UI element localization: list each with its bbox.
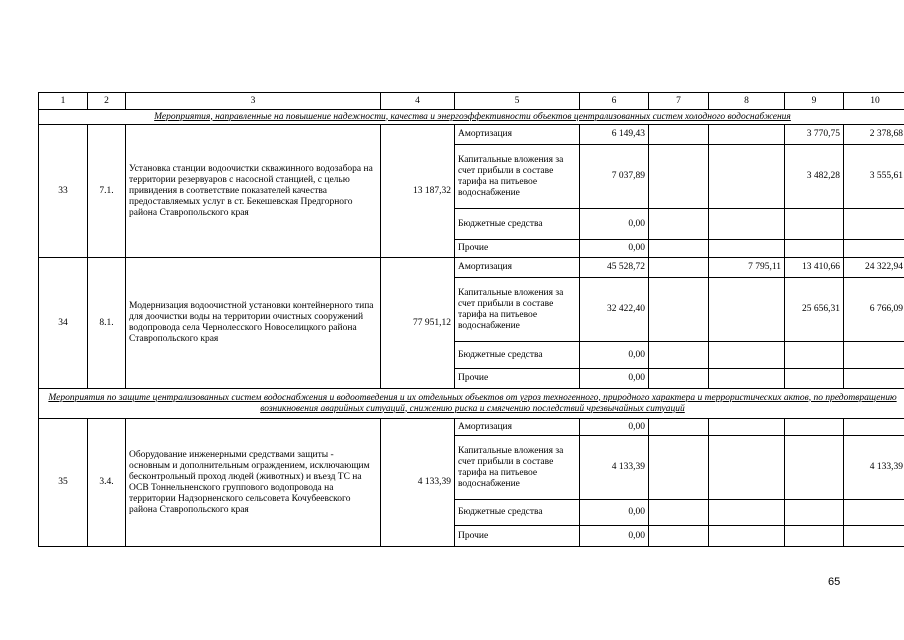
value-cell <box>844 342 904 369</box>
funding-source: Амортизация <box>455 419 580 436</box>
value-cell <box>709 342 785 369</box>
header-row <box>39 93 904 110</box>
funding-source: Бюджетные средства <box>455 209 580 240</box>
value-cell <box>785 419 844 436</box>
value-cell: 0,00 <box>580 526 649 547</box>
value-cell <box>649 145 709 209</box>
measure-name: Установка станции водоочистки скважинного водозабора на территории резервуаров с насосной станцией, с целью привидения в соответствие показателей качества предоставляемых услуг в ст. Бекешевская Предгорного района Ставропольского края <box>126 125 381 258</box>
value-cell: 0,00 <box>580 240 649 258</box>
value-cell <box>709 419 785 436</box>
column-header: 5 <box>455 93 580 110</box>
table-row <box>39 125 904 145</box>
funding-source: Капитальные вложения за счет прибыли в составе тарифа на питьевое водоснабжение <box>455 278 580 342</box>
value-cell <box>649 436 709 500</box>
row-number: 33 <box>39 125 88 258</box>
measure-total: 77 951,12 <box>381 258 455 389</box>
row-number: 35 <box>39 419 88 547</box>
section-heading: Мероприятия по защите централизованных систем водоснабжения и водоотведения и их отдельных объектов от угроз техногенного, природного характера и террористических актов, по предотвращению возникновения аварийных ситуаций, снижению риска и смягчению последствий чрезвычайных ситуаций <box>39 389 904 419</box>
value-cell <box>709 278 785 342</box>
value-cell: 2 378,68 <box>844 125 904 145</box>
funding-source: Бюджетные средства <box>455 500 580 526</box>
column-header: 9 <box>785 93 844 110</box>
value-cell <box>785 342 844 369</box>
value-cell: 3 482,28 <box>785 145 844 209</box>
value-cell <box>709 369 785 389</box>
value-cell: 4 133,39 <box>844 436 904 500</box>
value-cell <box>844 240 904 258</box>
value-cell <box>649 240 709 258</box>
value-cell <box>709 526 785 547</box>
value-cell <box>844 500 904 526</box>
value-cell <box>844 526 904 547</box>
table-row <box>39 258 904 278</box>
value-cell <box>785 526 844 547</box>
value-cell <box>844 209 904 240</box>
value-cell <box>709 500 785 526</box>
funding-source: Прочие <box>455 369 580 389</box>
value-cell: 3 555,61 <box>844 145 904 209</box>
value-cell: 0,00 <box>580 419 649 436</box>
value-cell <box>785 500 844 526</box>
section-heading: Мероприятия, направленные на повышение надежности, качества и энергоэффективности объектов централизованных систем холодного водоснабжения <box>39 110 904 125</box>
funding-source: Амортизация <box>455 125 580 145</box>
value-cell: 7 795,11 <box>709 258 785 278</box>
page-number: 65 <box>828 576 841 588</box>
section-row <box>39 389 904 419</box>
value-cell <box>649 278 709 342</box>
value-cell <box>709 125 785 145</box>
value-cell: 25 656,31 <box>785 278 844 342</box>
funding-source: Капитальные вложения за счет прибыли в составе тарифа на питьевое водоснабжение <box>455 436 580 500</box>
investment-table <box>38 92 904 547</box>
funding-source: Бюджетные средства <box>455 342 580 369</box>
value-cell: 0,00 <box>580 342 649 369</box>
funding-source: Прочие <box>455 240 580 258</box>
value-cell <box>709 145 785 209</box>
value-cell: 6 149,43 <box>580 125 649 145</box>
column-header: 1 <box>39 93 88 110</box>
table-row <box>39 419 904 436</box>
measure-total: 4 133,39 <box>381 419 455 547</box>
value-cell: 6 766,09 <box>844 278 904 342</box>
value-cell <box>649 342 709 369</box>
value-cell <box>785 240 844 258</box>
measure-total: 13 187,32 <box>381 125 455 258</box>
value-cell <box>649 209 709 240</box>
row-code: 8.1. <box>88 258 126 389</box>
table-body <box>39 93 904 547</box>
value-cell: 3 770,75 <box>785 125 844 145</box>
value-cell <box>649 500 709 526</box>
column-header: 3 <box>126 93 381 110</box>
value-cell <box>709 436 785 500</box>
value-cell: 0,00 <box>580 209 649 240</box>
value-cell <box>785 369 844 389</box>
value-cell: 7 037,89 <box>580 145 649 209</box>
funding-source: Прочие <box>455 526 580 547</box>
value-cell <box>649 369 709 389</box>
value-cell <box>709 240 785 258</box>
value-cell: 45 528,72 <box>580 258 649 278</box>
funding-source: Капитальные вложения за счет прибыли в составе тарифа на питьевое водоснабжение <box>455 145 580 209</box>
value-cell: 0,00 <box>580 369 649 389</box>
column-header: 7 <box>649 93 709 110</box>
value-cell <box>785 436 844 500</box>
column-header: 10 <box>844 93 904 110</box>
row-code: 3.4. <box>88 419 126 547</box>
value-cell: 0,00 <box>580 500 649 526</box>
column-header: 6 <box>580 93 649 110</box>
value-cell: 24 322,94 <box>844 258 904 278</box>
row-number: 34 <box>39 258 88 389</box>
value-cell <box>844 369 904 389</box>
value-cell <box>785 209 844 240</box>
section-row <box>39 110 904 125</box>
value-cell <box>709 209 785 240</box>
value-cell <box>649 125 709 145</box>
value-cell: 13 410,66 <box>785 258 844 278</box>
measure-name: Модернизация водоочистной установки контейнерного типа для доочистки воды на территории очистных сооружений водопровода села Чернолесского Новоселицкого района Ставропольского края <box>126 258 381 389</box>
row-code: 7.1. <box>88 125 126 258</box>
value-cell <box>649 526 709 547</box>
value-cell: 4 133,39 <box>580 436 649 500</box>
funding-source: Амортизация <box>455 258 580 278</box>
column-header: 2 <box>88 93 126 110</box>
value-cell <box>649 258 709 278</box>
value-cell <box>844 419 904 436</box>
column-header: 8 <box>709 93 785 110</box>
value-cell: 32 422,40 <box>580 278 649 342</box>
measure-name: Оборудование инженерными средствами защиты - основным и дополнительным ограждением, исключающим бесконтрольный проход людей (животных) и въезд ТС на ОСВ Тоннельненского группового водопровода на территории Надзорненского сельсовета Кочубеевского района Ставропольского края <box>126 419 381 547</box>
column-header: 4 <box>381 93 455 110</box>
value-cell <box>649 419 709 436</box>
